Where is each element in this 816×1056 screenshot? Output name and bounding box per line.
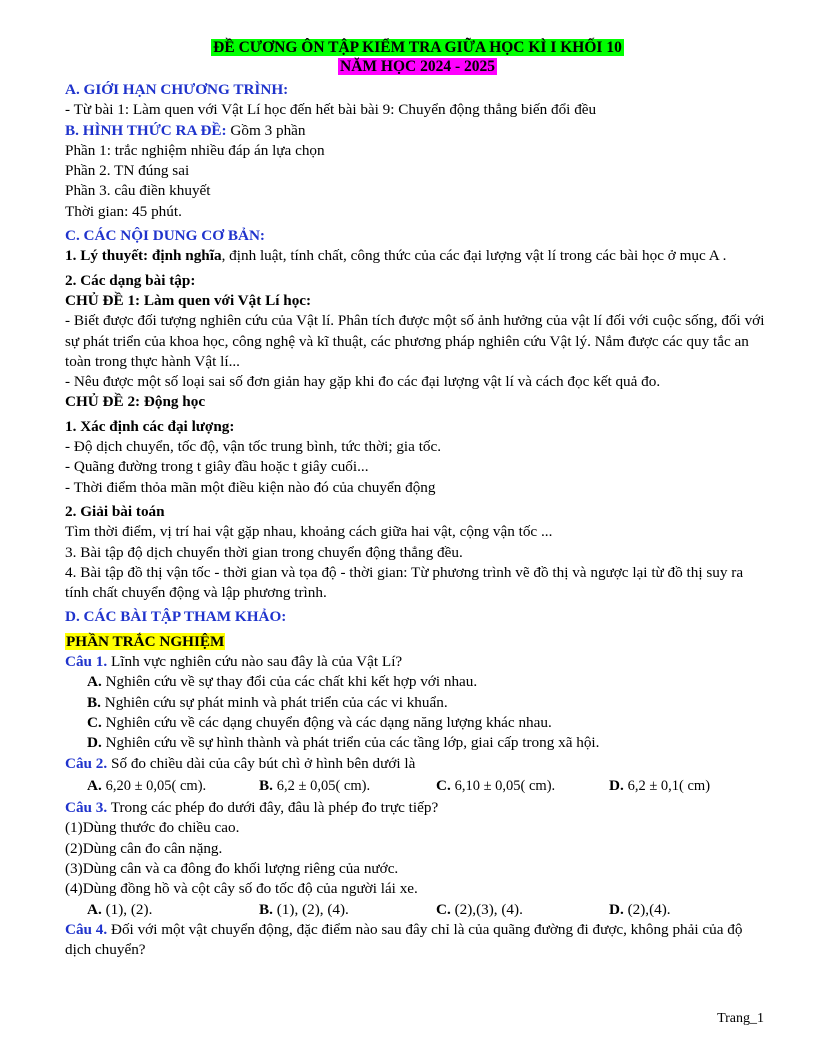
option-text: (2),(3), (4).	[450, 900, 523, 918]
option-key: A.	[87, 776, 102, 794]
sub-1-line: - Thời điểm thỏa mãn một điều kiện nào đó của chuyển động	[65, 478, 436, 496]
question-2-options	[65, 776, 770, 796]
option-text: (1), (2).	[101, 900, 153, 918]
option-key: B.	[259, 900, 273, 918]
section-b-line: Phần 1: trắc nghiệm nhiều đáp án lựa chọn	[65, 141, 325, 159]
theory-label: 1. Lý thuyết: định nghĩa	[65, 247, 222, 265]
option-text: (1), (2), (4).	[272, 900, 349, 918]
option-key: C.	[87, 713, 102, 731]
option-c	[65, 713, 770, 733]
question-1	[65, 652, 770, 672]
school-year-highlight: NĂM HỌC 2024 - 2025	[340, 58, 495, 75]
option-a	[65, 672, 770, 692]
question-2	[65, 754, 770, 774]
option-key: D.	[609, 900, 624, 918]
section-a-heading: A. GIỚI HẠN CHƯƠNG TRÌNH:	[65, 81, 289, 98]
option-c	[436, 776, 609, 796]
section-b-line: Phần 3. câu điền khuyết	[65, 182, 211, 200]
sub-2-line: 3. Bài tập độ dịch chuyển thời gian trong chuyển động thẳng đều.	[65, 543, 463, 561]
title-line-1	[65, 38, 770, 57]
option-text: 6,10 ± 0,05( cm).	[454, 777, 556, 794]
question-3-line: (3)Dùng cân và ca đông đo khối lượng riêng của nước.	[65, 859, 399, 877]
sub-1-line: - Quãng đường trong t giây đầu hoặc t giây cuối...	[65, 458, 369, 476]
option-b	[259, 776, 436, 796]
option-text: Nghiên cứu về các dạng chuyển động và các dạng năng lượng khác nhau.	[101, 713, 552, 731]
option-c	[436, 900, 609, 920]
question-label: Câu 3.	[65, 799, 108, 817]
exercise-types-heading: 2. Các dạng bài tập:	[65, 271, 196, 289]
section-b-line: Phần 2. TN đúng sai	[65, 162, 190, 180]
question-text: Số đo chiều dài của cây bút chì ở hình bên dưới là	[107, 754, 416, 772]
title-highlight: ĐỀ CƯƠNG ÔN TẬP KIỂM TRA GIỮA HỌC KÌ I KHỐI 10	[213, 39, 622, 56]
multiple-choice-heading: PHẦN TRẮC NGHIỆM	[66, 632, 225, 650]
option-a	[87, 900, 259, 920]
section-a-text: - Từ bài 1: Làm quen với Vật Lí học đến hết bài bài 9: Chuyển động thẳng biến đổi đều	[65, 101, 597, 119]
option-text: 6,2 ± 0,05( cm).	[276, 777, 371, 794]
option-text: Nghiên cứu về sự thay đổi của các chất khi kết hợp với nhau.	[101, 673, 478, 691]
theory-text: , định luật, tính chất, công thức của các đại lượng vật lí trong các bài học ở mục A .	[221, 247, 727, 265]
title-line-2	[65, 57, 770, 76]
option-d	[609, 776, 769, 796]
question-label: Câu 4.	[65, 920, 108, 938]
option-key: B.	[259, 776, 273, 794]
option-text: 6,20 ± 0,05( cm).	[105, 777, 207, 794]
option-d	[65, 733, 770, 753]
topic-1-line: - Nêu được một số loại sai số đơn giản hay gặp khi đo các đại lượng vật lí và cách đọc kết quả đo.	[65, 373, 661, 391]
option-b	[259, 900, 436, 920]
question-label: Câu 1.	[65, 653, 108, 671]
option-text: Nghiên cứu về sự hình thành và phát triển của các tầng lớp, giai cấp trong xã hội.	[101, 734, 600, 752]
section-b-line: Thời gian: 45 phút.	[65, 202, 182, 220]
topic-1-heading: CHỦ ĐỀ 1: Làm quen với Vật Lí học:	[65, 291, 312, 309]
section-c-theory	[65, 246, 770, 266]
part-heading-row	[65, 632, 770, 652]
sub-1-heading: 1. Xác định các đại lượng:	[65, 417, 235, 435]
option-key: D.	[87, 734, 102, 752]
option-a	[87, 776, 259, 796]
option-key: C.	[436, 900, 451, 918]
option-b	[65, 693, 770, 713]
question-3	[65, 798, 770, 818]
option-key: A.	[87, 673, 102, 691]
page-number: Trang_1	[717, 1011, 764, 1026]
option-key: D.	[609, 776, 624, 794]
sub-1-line: - Độ dịch chuyển, tốc độ, vận tốc trung bình, tức thời; gia tốc.	[65, 438, 442, 456]
section-b-heading: B. HÌNH THỨC RA ĐỀ:	[65, 121, 227, 139]
option-text: Nghiên cứu sự phát minh và phát triển của các vi khuẩn.	[100, 693, 448, 711]
option-text: 6,2 ± 0,1( cm)	[627, 777, 711, 794]
question-3-line: (4)Dùng đồng hồ và cột cây số đo tốc độ của người lái xe.	[65, 880, 418, 898]
question-text: Đối với một vật chuyển động, đặc điểm nào sau đây chỉ là của quãng đường đi được, không phải của độ dịch chuyển?	[65, 920, 743, 959]
section-c-heading: C. CÁC NỘI DUNG CƠ BẢN:	[65, 227, 265, 245]
sub-2-line: Tìm thời điểm, vị trí hai vật gặp nhau, khoảng cách giữa hai vật, cộng vận tốc ...	[65, 523, 553, 541]
question-text: Lĩnh vực nghiên cứu nào sau đây là của Vật Lí?	[107, 653, 403, 671]
question-3-line: (1)Dùng thước đo chiều cao.	[65, 819, 240, 837]
option-key: C.	[436, 776, 451, 794]
option-d	[609, 900, 769, 920]
document-content	[65, 38, 770, 960]
option-key: A.	[87, 900, 102, 918]
question-4	[65, 920, 770, 961]
section-d-heading: D. CÁC BÀI TẬP THAM KHẢO:	[65, 608, 287, 626]
sub-2-heading: 2. Giải bài toán	[65, 502, 165, 520]
question-3-line: (2)Dùng cân đo cân nặng.	[65, 839, 223, 857]
sub-2-line: 4. Bài tập đồ thị vận tốc - thời gian và tọa độ - thời gian: Từ phương trình vẽ đồ thị và ngược lại từ đồ thị suy ra tính chất chuyển động và lập phương trình.	[65, 563, 744, 602]
section-b-heading-row	[65, 121, 770, 141]
option-text: (2),(4).	[623, 900, 671, 918]
question-3-options	[65, 900, 770, 920]
question-text: Trong các phép đo dưới đây, đâu là phép đo trực tiếp?	[107, 799, 439, 817]
section-b-heading-rest: Gồm 3 phần	[226, 121, 306, 139]
question-label: Câu 2.	[65, 754, 108, 772]
option-key: B.	[87, 693, 101, 711]
topic-1-line: - Biết được đối tượng nghiên cứu của Vật lí. Phân tích được một số ảnh hưởng của vật lí đối với cuộc sống, đối với sự phát triển của khoa học, công nghệ và kĩ thuật, các phương pháp nghiên cứu Vật lý. Nắm được các quy tắc an toàn trong thực hành Vật lí...	[65, 312, 765, 370]
topic-2-heading: CHỦ ĐỀ 2: Động học	[65, 393, 206, 411]
